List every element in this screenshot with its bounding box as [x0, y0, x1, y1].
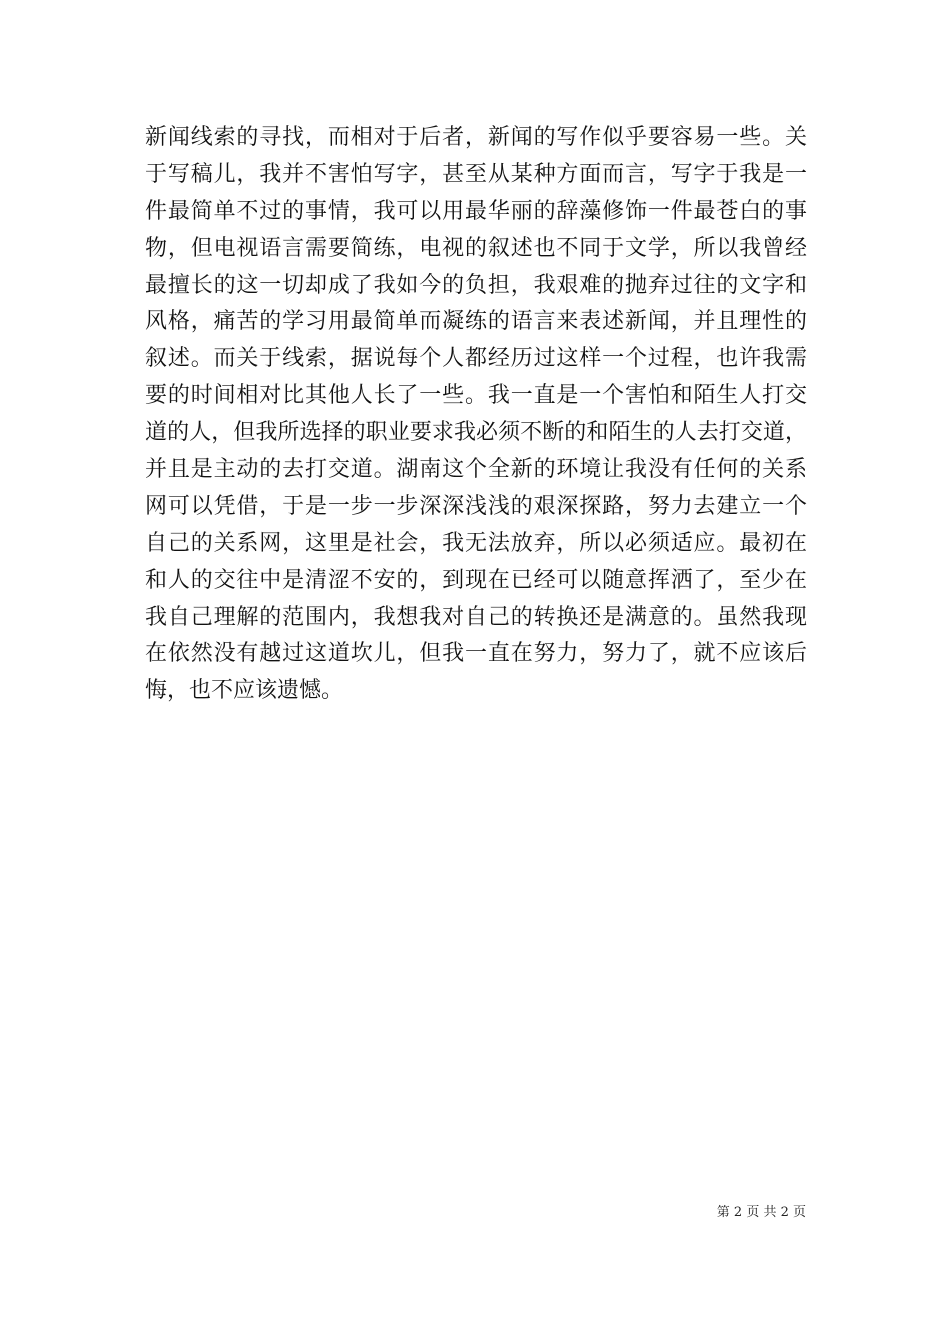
text-line-9: 道的人，但我所选择的职业要求我必须不断的和陌生的人去打交道，: [145, 420, 807, 446]
text-line-11: 网可以凭借，于是一步一步深深浅浅的艰深探路，努力去建立一个: [145, 493, 807, 519]
body-text: [145, 120, 807, 710]
text-line-8: 要的时间相对比其他人长了一些。我一直是一个害怕和陌生人打交: [145, 383, 807, 409]
text-line-10: 并且是主动的去打交道。湖南这个全新的环境让我没有任何的关系: [145, 457, 807, 483]
text-line-13: 和人的交往中是清涩不安的，到现在已经可以随意挥洒了，至少在: [145, 567, 807, 593]
text-line-5: 最擅长的这一切却成了我如今的负担，我艰难的抛弃过往的文字和: [145, 272, 807, 298]
text-line-14: 我自己理解的范围内，我想我对自己的转换还是满意的。虽然我现: [145, 604, 807, 630]
text-line-2: 于写稿儿，我并不害怕写字，甚至从某种方面而言，写字于我是一: [145, 161, 807, 187]
page-number-footer: 第 2 页 共 2 页: [716, 1205, 806, 1220]
text-line-1: 新闻线索的寻找，而相对于后者，新闻的写作似乎要容易一些。关: [145, 125, 807, 150]
text-line-7: 叙述。而关于线索，据说每个人都经历过这样一个过程，也许我需: [145, 346, 807, 372]
text-line-16: 悔，也不应该遗憾。: [145, 678, 344, 704]
text-line-4: 物，但电视语言需要简练，电视的叙述也不同于文学，所以我曾经: [145, 235, 807, 261]
text-line-3: 件最简单不过的事情，我可以用最华丽的辞藻修饰一件最苍白的事: [145, 198, 807, 224]
text-line-15: 在依然没有越过这道坎儿，但我一直在努力，努力了，就不应该后: [145, 641, 807, 667]
text-line-6: 风格，痛苦的学习用最简单而凝练的语言来表述新闻，并且理性的: [145, 309, 807, 335]
text-line-12: 自己的关系网，这里是社会，我无法放弃，所以必须适应。最初在: [145, 530, 807, 556]
